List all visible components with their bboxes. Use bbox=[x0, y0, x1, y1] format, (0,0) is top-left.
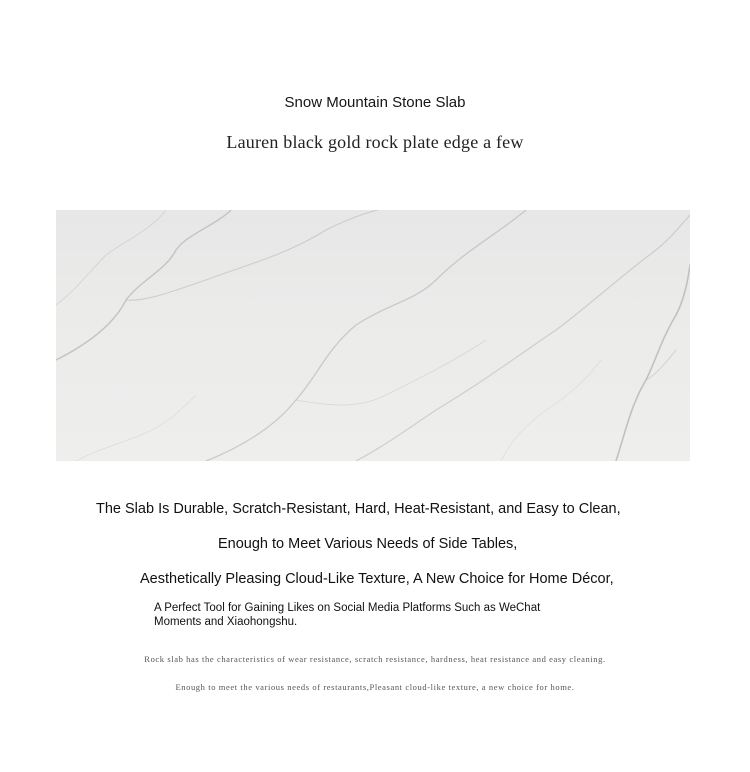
marble-slab-image bbox=[56, 210, 690, 461]
page-subtitle: Lauren black gold rock plate edge a few bbox=[226, 132, 524, 152]
page-title: Snow Mountain Stone Slab bbox=[284, 94, 466, 111]
marble-veins-graphic bbox=[56, 210, 690, 461]
feature-line-4: A Perfect Tool for Gaining Likes on Social Media Platforms Such as WeChat Moments and Xiaohongshu. bbox=[154, 602, 541, 628]
feature-line-2: Enough to Meet Various Needs of Side Tables, bbox=[218, 536, 518, 552]
english-note-2: Enough to meet the various needs of restaurants,Pleasant cloud-like texture, a new choice for home. bbox=[175, 682, 575, 692]
english-note-1: Rock slab has the characteristics of wear resistance, scratch resistance, hardness, heat resistance and easy cleaning. bbox=[144, 654, 606, 664]
feature-line-3: Aesthetically Pleasing Cloud-Like Texture, A New Choice for Home Décor, bbox=[140, 571, 614, 587]
feature-line-1: The Slab Is Durable, Scratch-Resistant, Hard, Heat-Resistant, and Easy to Clean, bbox=[96, 501, 621, 517]
